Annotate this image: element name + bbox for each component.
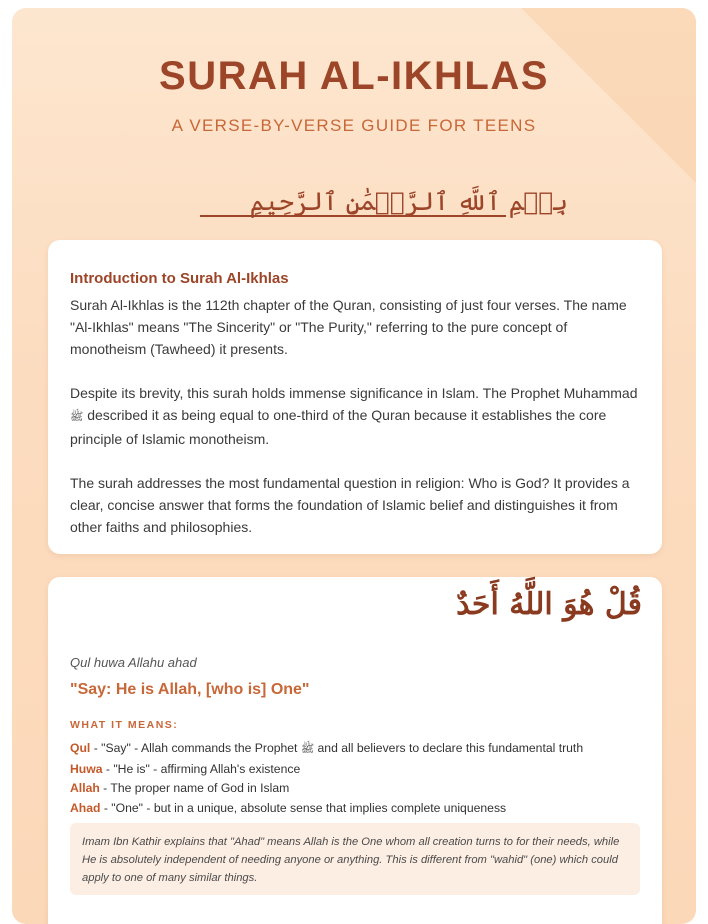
intro-heading: Introduction to Surah Al-Ikhlas — [70, 270, 289, 287]
meaning-label: WHAT IT MEANS: — [70, 719, 179, 731]
verse-card — [48, 577, 662, 924]
word-meaning-row: Allah - The proper name of God in Islam — [70, 781, 290, 795]
intro-paragraph-3: The surah addresses the most fundamental question in religion: Who is God? It provides a clear, concise answer that forms the foundation of Islamic belief and distinguishes it from other faiths and philosophies. — [70, 475, 630, 535]
word-meaning-row: Qul - "Say" - Allah commands the Prophet ﷺ and all believers to declare this fundamental truth — [70, 741, 584, 755]
word-meanings — [70, 739, 650, 818]
honorific-icon: ﷺ — [300, 743, 315, 755]
page-subtitle: A VERSE-BY-VERSE GUIDE FOR TEENS — [171, 116, 537, 135]
tafsir-note-text: Imam Ibn Kathir explains that "Ahad" means Allah is the One whom all creation turns to for their needs, while He is absolutely independent of needing anyone or anything. This is different from "wahid" (one) which could apply to one of many similar things. — [82, 836, 620, 884]
page — [12, 8, 696, 924]
intro-paragraph-2: Despite its brevity, this surah holds immense significance in Islam. The Prophet Muhammad ﷺ described it as being equal to one-third of the Quran because it establishes the core principle of Islamic monotheism. — [70, 385, 638, 447]
verse-translation: "Say: He is Allah, [who is] One" — [70, 681, 310, 698]
word-meaning-row: Ahad - "One" - but in a unique, absolute sense that implies complete uniqueness — [70, 800, 507, 815]
tafsir-note — [70, 823, 640, 895]
intro-paragraph-1: Surah Al-Ikhlas is the 112th chapter of the Quran, consisting of just four verses. The name "Al-Ikhlas" means "The Sincerity" or "The Purity," referring to the pure concept of monotheism (Tawheed) it presents. — [70, 297, 627, 357]
intro-card — [48, 240, 662, 554]
page-title: SURAH AL-IKHLAS — [159, 54, 549, 98]
verse-transliteration: Qul huwa Allahu ahad — [70, 655, 197, 670]
basmala-text: بِسۡمِ ٱللَّهِ ٱلرَّحۡمَٰنِ ٱلرَّحِيمِ — [249, 187, 568, 216]
honorific-icon: ﷺ — [70, 411, 84, 423]
intro-body — [70, 294, 646, 560]
verse-arabic: قُلْ هُوَ اللَّهُ أَحَدٌ — [456, 587, 642, 622]
basmala-calligraphy — [176, 176, 568, 228]
word-meaning-row: Huwa - "He is" - affirming Allah's existence — [70, 761, 301, 776]
